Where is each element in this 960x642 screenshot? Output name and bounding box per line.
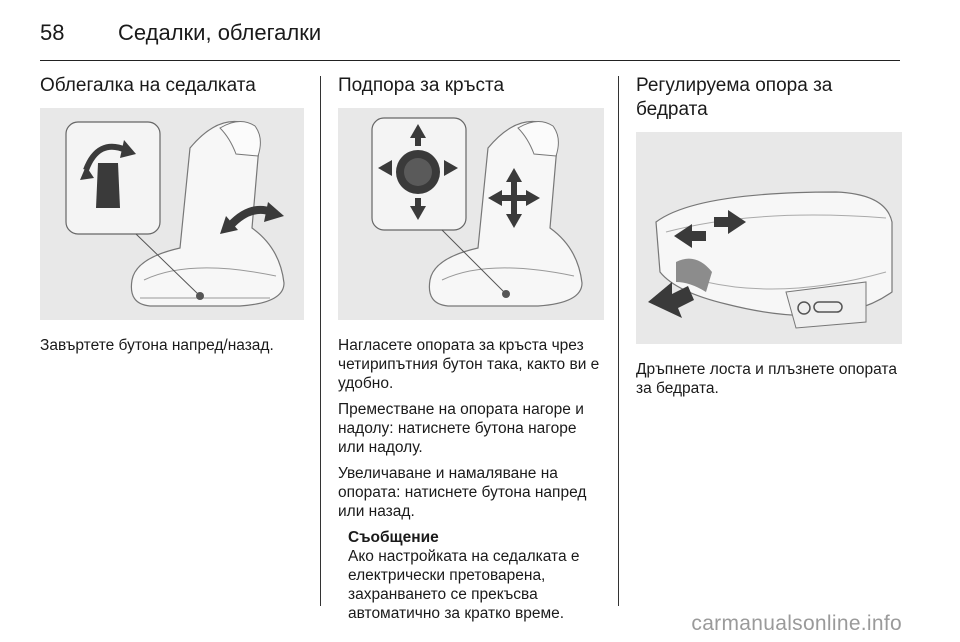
- watermark: carmanualsonline.info: [691, 612, 902, 635]
- page-number: 58: [40, 20, 65, 45]
- figure-thigh-support: [636, 132, 902, 344]
- page-header: [40, 18, 900, 58]
- note-title: Съобщение: [348, 529, 439, 546]
- instruction-text: Дръпнете лоста и плъзнете опората за бедрата.: [636, 361, 897, 397]
- instruction-text: Завъртете бутона напред/назад.: [40, 337, 274, 354]
- running-title: Седалки, облегалки: [118, 20, 322, 45]
- note-box: [348, 528, 604, 623]
- section-lumbar-support: [338, 74, 604, 623]
- paragraph: Увеличаване и намаляване на опората: натиснете бутона напред или назад.: [338, 465, 587, 520]
- paragraph: Преместване на опората нагоре и надолу: натиснете бутона нагоре или надолу.: [338, 401, 584, 456]
- section-thigh-support: [636, 74, 902, 405]
- column-divider: [618, 76, 619, 606]
- paragraph: Нагласете опората за кръста чрез четирипътния бутон така, както ви е удобно.: [338, 337, 600, 392]
- figure-lumbar-button: [338, 108, 604, 320]
- column-divider: [320, 76, 321, 606]
- figure-backrest-knob: [40, 108, 304, 320]
- note-text: Ако настройката на седалката е електрически претоварена, захранването се прекъсва автоматично за кратко време.: [348, 548, 580, 622]
- header-rule: [40, 60, 900, 61]
- section-heading: Облегалка на седалката: [40, 75, 256, 96]
- section-heading: Подпора за кръста: [338, 75, 505, 96]
- section-backrest: [40, 74, 304, 362]
- section-heading: Регулируема опора за бедрата: [636, 75, 833, 120]
